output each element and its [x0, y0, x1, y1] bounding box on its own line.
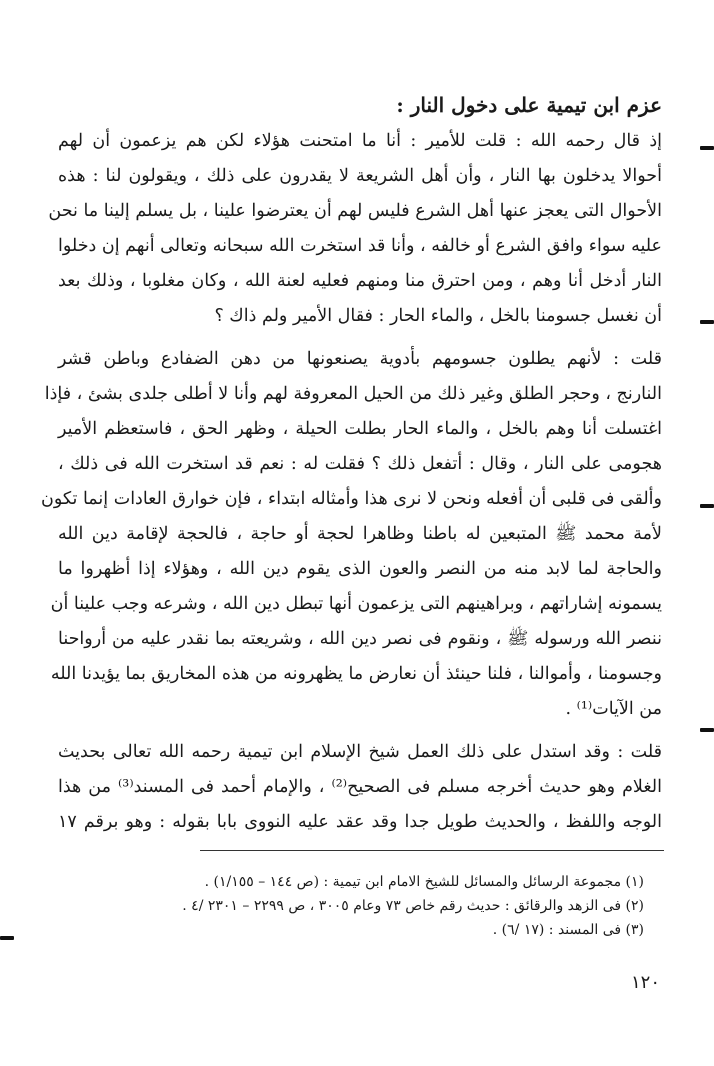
text-line: من الآيات⁽¹⁾ .	[565, 699, 662, 719]
paragraph	[48, 124, 662, 334]
footnote-divider	[200, 850, 664, 851]
text-line: أحوالا يدخلون بها النار ، وأن أهل الشريعة لا يقدرون على ذلك ، ويقولون لنا : هذه	[58, 166, 662, 186]
text-line: النار أدخل أنا وهم ، ومن احترق منا ومنهم فعليه لعنة الله ، وكان مغلوبا ، وذلك بعد	[58, 271, 662, 291]
text-line: الوجه واللفظ ، والحديث طويل جدا وقد عقد عليه النووى بابا بقوله : وهو برقم ١٧	[58, 812, 662, 832]
footnote: (٢) فى الزهد والرقائق : حديث رقم خاص ٧٣ وعام ٣٠٠٥ ، ص ٢٢٩٩ – ٢٣٠١ /٤ .	[182, 898, 644, 914]
page-edge-mark	[700, 320, 714, 324]
text-line: يسمونه إشاراتهم ، وبراهينهم التى يزعمون أنها تبطل دين الله ، وشرعه وجب علينا أن	[50, 594, 662, 614]
paragraph	[40, 342, 662, 727]
page-edge-mark	[700, 146, 714, 150]
text-line: ننصر الله ورسوله ﷺ ، ونقوم فى نصر دين الله ، وشريعته بما نقدر عليه من أرواحنا	[58, 629, 662, 649]
text-line: وألقى فى قلبى أن أفعله ونحن لا نرى هذا وأمثاله ابتداء ، فإن خوارق العادات إنما تكون	[40, 489, 662, 509]
footnote: (١) مجموعة الرسائل والمسائل للشيخ الامام ابن تيمية : (ص ١٤٤ – ١/١٥٥) .	[204, 874, 644, 890]
footnotes	[60, 870, 644, 942]
footnote: (٣) فى المسند : (١٧ /٦) .	[492, 922, 644, 938]
text-line: وجسومنا ، وأموالنا ، فلنا حينئذ أن نعارض ما يظهرونه من هذه المخاريق بما يؤيدنا الله	[50, 664, 662, 684]
text-line: النارنج ، وحجر الطلق وغير ذلك من الحيل المعروفة لهم وأنا لا أطلى جلدى بشئ ، فإذا	[44, 384, 662, 404]
text-line: أن نغسل جسومنا بالخل ، والماء الحار : فقال الأمير ولم ذاك ؟	[214, 306, 662, 326]
text-line: قلت : لأنهم يطلون جسومهم بأدوية يصنعونها من دهن الضفادع وباطن قشر	[58, 349, 662, 369]
text-line: الأحوال التى يعجز عنها أهل الشرع فليس لهم أن يعترضوا علينا ، بل يسلم إلينا ما نحن	[48, 201, 662, 221]
text-line: هجومى على النار ، وقال : أتفعل ذلك ؟ فقلت له : نعم قد استخرت الله فى ذلك ،	[58, 454, 662, 474]
text-line: لأمة محمد ﷺ المتبعين له باطنا وظاهرا لحجة أو حاجة ، فالحجة لإقامة دين الله	[58, 524, 662, 544]
page-edge-mark	[0, 936, 14, 940]
text-line: قلت : وقد استدل على ذلك العمل شيخ الإسلام ابن تيمية رحمه الله تعالى بحديث	[58, 742, 662, 762]
text-line: والحاجة لما لابد منه من النصر والعون الذى يقوم دين الله ، وهؤلاء إذا أظهروا ما	[58, 559, 662, 579]
text-line: الغلام وهو حديث أخرجه مسلم فى الصحيح⁽²⁾ ، والإمام أحمد فى المسند⁽³⁾ من هذا	[58, 777, 662, 797]
text-line: إذ قال رحمه الله : قلت للأمير : أنا ما امتحنت هؤلاء لكن هم يزعمون أن لهم	[58, 131, 662, 151]
main-text	[40, 88, 662, 848]
text-line: عليه سواء وافق الشرع أو خالفه ، وأنا قد استخرت الله سبحانه وتعالى أنهم إن دخلوا	[58, 236, 662, 256]
section-heading: عزم ابن تيمية على دخول النار :	[396, 93, 662, 117]
page-edge-mark	[700, 728, 714, 732]
page-number: ١٢٠	[630, 972, 660, 993]
text-line: اغتسلت أنا وهم بالخل ، والماء الحار بطلت الحيلة ، وظهر الحق ، فاستعظم الأمير	[58, 419, 662, 439]
paragraph	[58, 735, 662, 840]
page-edge-mark	[700, 504, 714, 508]
